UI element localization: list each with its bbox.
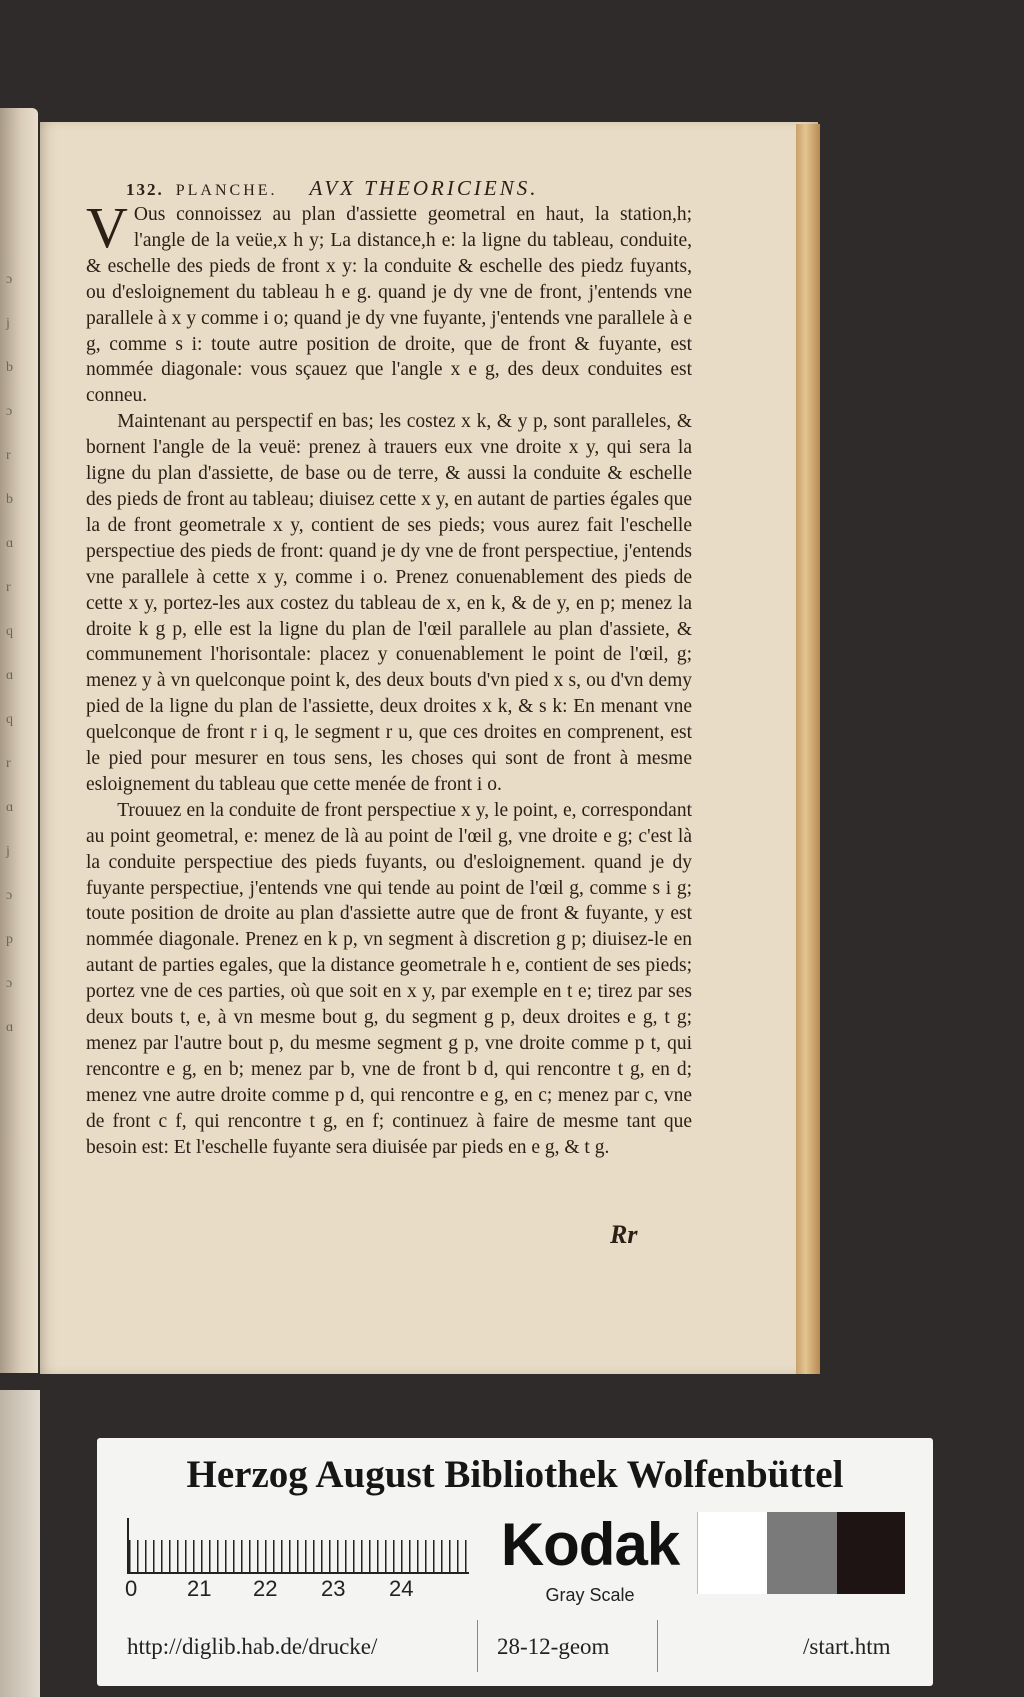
plate-label: PLANCHE. <box>175 182 278 199</box>
facing-page-marks <box>6 258 30 1050</box>
footer-divider <box>657 1620 658 1672</box>
facing-page-mark: ɔ <box>6 888 13 903</box>
facing-page-mark: j <box>6 316 10 331</box>
catchword: Rr <box>610 1220 638 1249</box>
paragraph-3: Trouuez en la conduite de front perspectiue x y, le point, e, correspondant au point geometral, e: menez de là au point de l'œil g, vne droite e g; c'est là la conduite perspectiue des pieds fuyants, ou d'esloignement. quand je dy fuyante perspectiue, j'entends vne qui tende au point de l'œil g, comme s i g; toute position de droite au plan d'assiette autre que de front & fuyante, y est nommée diagonale. Prenez en k p, vn segment à discretion g p; diuisez-le en autant de parties egales, que la distance geometrale h e, contient de ses pieds; portez vne de ces parties, où que soit en x y, par exemple en t e; tirez par ses deux bouts t, e, à vn mesme bout g, du segment g p, deux droites e g, t g; menez par l'autre bout p, du mesme segment g p, vne droite comme p t, qui rencontre e g, en b; menez par b, vne de front b d, qui rencontre t g, en d; menez vne autre droite comme p d, qui rencontre e g, en c; menez par c, vne de front c f, qui rencontre t g, en f; continuez à faire de mesme tant que besoin est: Et l'eschelle fuyante sera diuisée par pieds en e g, & t g. <box>86 799 692 1158</box>
facing-page-mark: b <box>6 492 13 507</box>
facing-page-mark: b <box>6 360 13 375</box>
ruler-label: 21 <box>187 1576 212 1601</box>
ruler-label: 0 <box>125 1576 138 1601</box>
ruler-label: 22 <box>253 1576 278 1601</box>
facing-page-mark: r <box>6 448 11 463</box>
facing-page-mark: q <box>6 712 13 727</box>
black-swatch <box>837 1512 905 1594</box>
facing-page-mark: ɑ <box>6 668 14 683</box>
facing-page-mark: ɑ <box>6 800 14 815</box>
facing-page-mark: r <box>6 580 11 595</box>
facing-page-mark: ɔ <box>6 976 13 991</box>
facing-page-mark: r <box>6 756 11 771</box>
running-title: AVX THEORICIENS. <box>309 176 539 200</box>
url-signature: 28-12-geom <box>497 1634 610 1659</box>
kodak-logo: Kodak <box>500 1511 680 1578</box>
gray-swatch <box>767 1512 837 1594</box>
paragraph-1 <box>86 195 692 409</box>
url-start: /start.htm <box>803 1634 891 1659</box>
paragraph-1-text: Ous connoissez au plan d'assiette geometral en haut, la station,h; l'angle de la veüe,x h y; La distance,h e: la ligne du tableau, conduite, & eschelle des pieds de front x y: la conduite & eschelle des piedz fuyants, ou d'esloignement du tableau h e g. quand je dy vne de front, j'entends vne parallele à x y comme i o; quand je dy vne fuyante, j'entends vne parallele à e g, comme s i: toute autre position de droite, que de front & fuyante, est nommée diagonale: vous sçauez que l'angle x e g, des deux conduites est conneu. <box>86 204 692 407</box>
institution-name: Herzog August Bibliothek Wolfenbüttel <box>186 1453 844 1496</box>
facing-page-mark: q <box>6 624 13 639</box>
ruler-label: 24 <box>389 1576 414 1601</box>
facing-page-mark: ɔ <box>6 404 13 419</box>
scale-ruler <box>127 1518 469 1574</box>
facing-page-mark: j <box>6 844 10 859</box>
page-fore-edge <box>796 124 820 1374</box>
main-text <box>86 195 692 1161</box>
paragraph-2: Maintenant au perspectif en bas; les costez x k, & y p, sont paralleles, & bornent l'angle de la veuë: prenez à trauers eux vne droite x y, qui sera la ligne du plan d'assiette, de base ou de terre, & aussi la conduite & eschelle des pieds de front au tableau; diuisez cette x y, en autant de parties égales que la de front geometrale x y, contient de ses pieds; vous aurez fait l'eschelle perspectiue des pieds de front: quand je dy vne de front perspectiue, j'entends vne parallele à cette x y, comme i o. Prenez conuenablement des pieds de cette x y, portez-les aux costez du tableau de x, en k, & de y, en p; menez la droite k g p, elle est la ligne du plan de l'œil parallele au plan d'assiete, & communement l'horisontale: placez y conuenablement le point de l'œil, g; menez y à vn quelconque point k, des deux bouts d'vn pied x s, ou d'vn demy pied de la ligne du plan de l'assiette, deux droites x k, & s k: En menant vne quelconque de front r i q, le segment r u, que ces droites en comprenent, est le pied pour mesurer en tous sens, les choses qui sont de front à mesme esloignement du tableau que cette menée de front i o. <box>86 411 692 795</box>
library-color-card <box>97 1438 933 1686</box>
facing-page-mark: ɑ <box>6 1020 14 1035</box>
facing-page-edge <box>0 108 38 1373</box>
url-base: http://diglib.hab.de/drucke/ <box>127 1634 378 1659</box>
facing-page-mark: p <box>6 932 13 947</box>
facing-page-mark: ɑ <box>6 536 14 551</box>
running-header <box>126 176 726 201</box>
gray-scale-label: Gray Scale <box>545 1585 635 1605</box>
binding-spine <box>0 1390 40 1697</box>
white-swatch <box>697 1512 768 1594</box>
page-number: 132. <box>126 180 164 199</box>
ruler-label: 23 <box>321 1576 346 1601</box>
facing-page-mark: ɔ <box>6 272 13 287</box>
footer-divider <box>477 1620 478 1672</box>
drop-cap: V <box>86 195 128 260</box>
